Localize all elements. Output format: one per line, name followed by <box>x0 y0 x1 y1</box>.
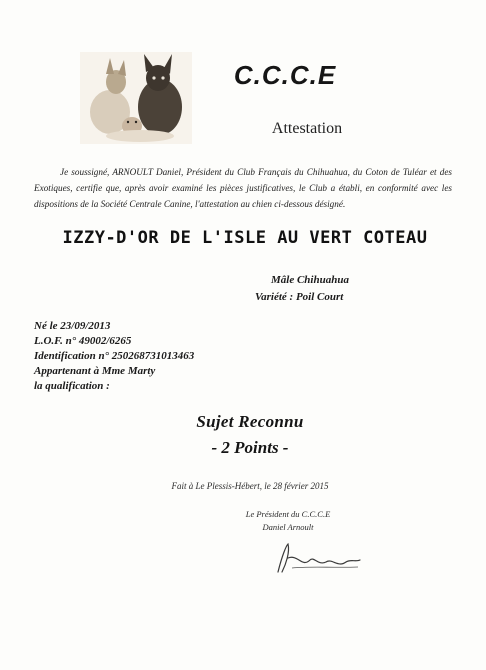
place-and-date: Fait à Le Plessis-Hébert, le 28 février 2015 <box>171 481 329 491</box>
qualification-result <box>140 412 360 458</box>
variety: Variété : Poil Court <box>255 291 344 303</box>
signatory-role: Le Président du C.C.C.E <box>245 509 331 519</box>
qualification-label: la qualification : <box>34 380 110 392</box>
signatory-name: Daniel Arnoult <box>262 522 314 532</box>
owner: Appartenant à Mme Marty <box>34 365 156 377</box>
birth-date: Né le 23/09/2013 <box>34 320 111 332</box>
lof-number: L.O.F. n° 49002/6265 <box>34 335 132 347</box>
organization-name: C.C.C.E <box>233 60 337 90</box>
certification-paragraph: Je soussigné, ARNOULT Daniel, Président du Club Français du Chihuahua, du Coton de Tuléar et des Exotiques, certifie que, après avoir examiné les pièces justificatives, le Club a établi, en conformité avec les dispositions de la Société Centrale Canine, l'attestation au chien ci-dessous désigné. <box>34 167 452 209</box>
breed-block <box>255 272 395 306</box>
signatory-block <box>232 508 344 534</box>
identification-number: Identification n° 250268731013463 <box>34 350 195 362</box>
points: - 2 Points - <box>211 438 289 457</box>
handwritten-signature <box>272 538 364 578</box>
status: Sujet Reconnu <box>196 412 304 431</box>
sex-breed: Mâle Chihuahua <box>271 274 349 286</box>
dog-name: IZZY-D'OR DE L'ISLE AU VERT COTEAU <box>62 228 428 248</box>
document-title: Attestation <box>271 120 343 137</box>
club-logo-dogs-image <box>80 52 192 144</box>
dog-details <box>34 319 294 394</box>
